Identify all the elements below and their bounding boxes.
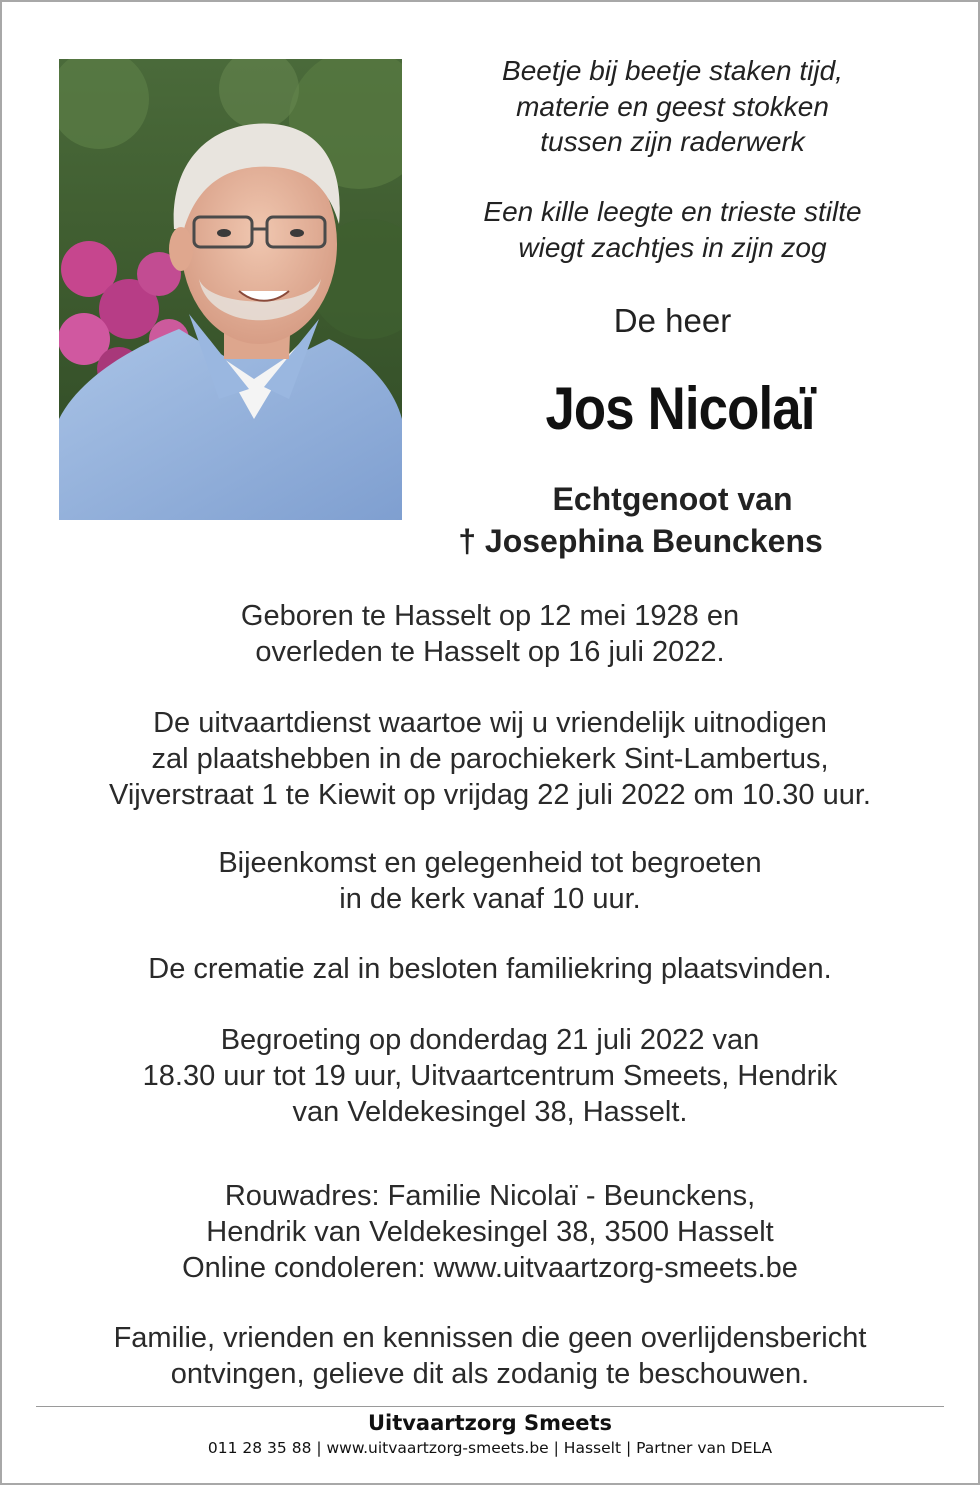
portrait-photo: [59, 59, 402, 520]
poem-line: wiegt zachtjes in zijn zog: [518, 231, 827, 263]
text-line: 18.30 uur tot 19 uur, Uitvaartcentrum Smeets, Hendrik: [142, 1060, 838, 1092]
text-line: De crematie zal in besloten familiekring plaatsvinden.: [148, 953, 832, 985]
salutation: De heer: [613, 302, 732, 339]
text-line: De uitvaartdienst waartoe wij u vriendelijk uitnodigen: [153, 707, 827, 739]
text-line: Vijverstraat 1 te Kiewit op vrijdag 22 juli 2022 om 10.30 uur.: [109, 779, 871, 811]
text-line: Rouwadres: Familie Nicolaï - Beunckens,: [224, 1180, 756, 1212]
text-line: zal plaatshebben in de parochiekerk Sint-Lambertus,: [151, 743, 829, 775]
gathering-text: [0, 845, 980, 917]
notice-text: [0, 1320, 980, 1392]
text-line: Begroeting op donderdag 21 juli 2022 van: [220, 1024, 760, 1056]
text-line: Online condoleren: www.uitvaartzorg-smeets.be: [182, 1252, 798, 1284]
poem-stanza-1: [420, 53, 925, 160]
poem-line: Een kille leegte en trieste stilte: [483, 196, 862, 227]
birth-death-text: [0, 598, 980, 670]
poem-line: Beetje bij beetje staken tijd,: [502, 55, 843, 86]
cremation-text: [0, 951, 980, 987]
text-line: overleden te Hasselt op 16 juli 2022.: [255, 636, 725, 668]
visitation-text: [0, 1022, 980, 1130]
text-line: Bijeenkomst en gelegenheid tot begroeten: [218, 847, 762, 879]
text-line: Familie, vrienden en kennissen die geen overlijdensbericht: [113, 1322, 867, 1354]
deceased-name: Jos Nicolaï: [545, 375, 815, 442]
text-line: Geboren te Hasselt op 12 mei 1928 en: [240, 600, 740, 632]
text-line: ontvingen, gelieve dit als zodanig te beschouwen.: [170, 1358, 810, 1390]
poem-line: materie en geest stokken: [516, 90, 829, 122]
poem-line: tussen zijn raderwerk: [540, 126, 805, 157]
text-line: in de kerk vanaf 10 uur.: [339, 883, 641, 915]
text-line: Hendrik van Veldekesingel 38, 3500 Hasselt: [206, 1216, 774, 1248]
text-line: van Veldekesingel 38, Hasselt.: [292, 1096, 688, 1128]
address-text: [0, 1178, 980, 1286]
footer-divider: [36, 1406, 944, 1407]
spouse-relation: Echtgenoot van: [552, 481, 793, 517]
footer-company: Uitvaartzorg Smeets: [367, 1411, 613, 1435]
poem-stanza-2: [420, 194, 925, 265]
footer-info: 011 28 35 88 | www.uitvaartzorg-smeets.be | Hasselt | Partner van DELA: [207, 1439, 773, 1457]
spouse-name: † Josephina Beunckens: [458, 523, 823, 559]
service-text: [0, 705, 980, 813]
